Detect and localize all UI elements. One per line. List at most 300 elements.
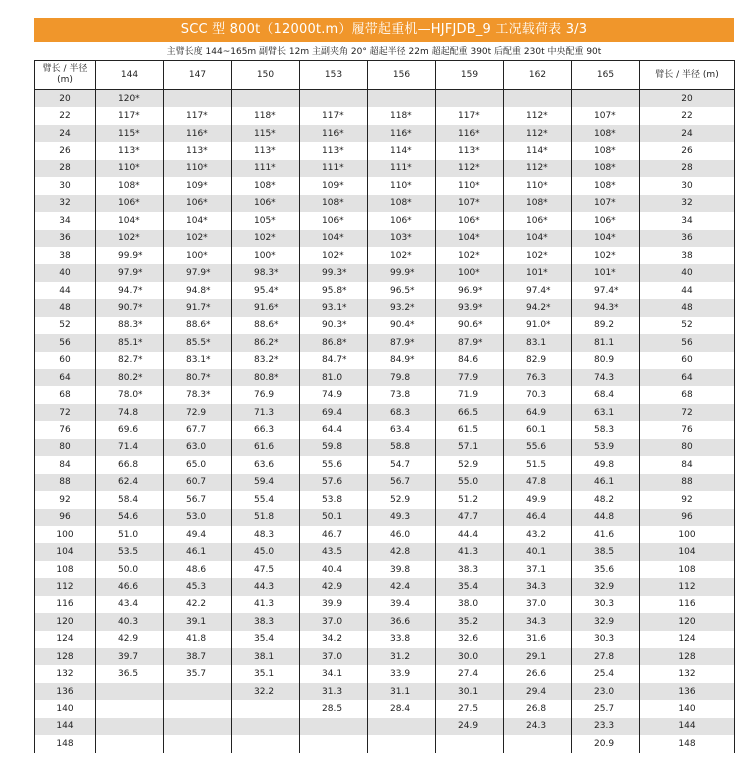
load-value-cell: 109* xyxy=(164,177,232,194)
load-value-cell: 44.3 xyxy=(232,578,300,595)
radius-cell-left: 72 xyxy=(35,404,96,421)
load-value-cell: 45.3 xyxy=(164,578,232,595)
load-value-cell: 35.2 xyxy=(436,613,504,630)
table-row xyxy=(35,299,735,316)
load-value-cell: 56.7 xyxy=(368,474,436,491)
table-row xyxy=(35,317,735,334)
load-value-cell: 111* xyxy=(232,160,300,177)
load-value-cell: 112* xyxy=(436,160,504,177)
load-value-cell: 97.4* xyxy=(504,282,572,299)
load-value-cell: 51.0 xyxy=(96,526,164,543)
radius-cell-left: 96 xyxy=(35,509,96,526)
load-value-cell: 112* xyxy=(504,107,572,124)
radius-cell-right: 136 xyxy=(640,683,735,700)
load-value-cell: 42.9 xyxy=(300,578,368,595)
load-value-cell: 94.3* xyxy=(572,299,640,316)
load-value-cell: 44.8 xyxy=(572,509,640,526)
load-value-cell: 40.1 xyxy=(504,543,572,560)
load-value-cell xyxy=(96,718,164,735)
load-value-cell: 102* xyxy=(232,230,300,247)
column-header: 162 xyxy=(504,61,572,90)
load-value-cell: 47.8 xyxy=(504,474,572,491)
load-value-cell: 63.6 xyxy=(232,456,300,473)
load-value-cell: 37.0 xyxy=(300,648,368,665)
load-value-cell: 71.9 xyxy=(436,386,504,403)
radius-cell-right: 124 xyxy=(640,631,735,648)
load-value-cell: 84.7* xyxy=(300,352,368,369)
load-value-cell: 34.3 xyxy=(504,613,572,630)
load-value-cell: 104* xyxy=(300,230,368,247)
radius-cell-right: 112 xyxy=(640,578,735,595)
load-value-cell: 116* xyxy=(436,125,504,142)
load-value-cell: 118* xyxy=(232,107,300,124)
table-row xyxy=(35,125,735,142)
table-row xyxy=(35,142,735,159)
load-value-cell: 49.4 xyxy=(164,526,232,543)
load-value-cell: 32.9 xyxy=(572,578,640,595)
load-value-cell: 108* xyxy=(572,142,640,159)
radius-cell-right: 20 xyxy=(640,90,735,108)
load-value-cell: 47.7 xyxy=(436,509,504,526)
load-value-cell: 26.6 xyxy=(504,665,572,682)
load-value-cell: 63.0 xyxy=(164,439,232,456)
load-value-cell: 39.9 xyxy=(300,596,368,613)
table-row xyxy=(35,700,735,717)
load-value-cell: 31.1 xyxy=(368,683,436,700)
load-value-cell: 80.2* xyxy=(96,369,164,386)
load-value-cell: 65.0 xyxy=(164,456,232,473)
table-row xyxy=(35,421,735,438)
radius-cell-left: 80 xyxy=(35,439,96,456)
table-body xyxy=(35,90,735,753)
radius-cell-right: 120 xyxy=(640,613,735,630)
load-value-cell: 35.4 xyxy=(436,578,504,595)
load-value-cell: 110* xyxy=(164,160,232,177)
load-value-cell: 94.8* xyxy=(164,282,232,299)
radius-cell-right: 88 xyxy=(640,474,735,491)
radius-cell-left: 148 xyxy=(35,735,96,752)
load-value-cell: 49.9 xyxy=(504,491,572,508)
load-value-cell xyxy=(300,735,368,752)
load-value-cell: 90.4* xyxy=(368,317,436,334)
radius-cell-right: 132 xyxy=(640,665,735,682)
radius-cell-right: 24 xyxy=(640,125,735,142)
load-value-cell xyxy=(300,90,368,108)
table-row xyxy=(35,474,735,491)
radius-cell-right: 104 xyxy=(640,543,735,560)
radius-cell-left: 88 xyxy=(35,474,96,491)
load-value-cell: 49.8 xyxy=(572,456,640,473)
load-value-cell: 83.1* xyxy=(164,352,232,369)
load-value-cell: 102* xyxy=(96,230,164,247)
load-value-cell: 106* xyxy=(368,212,436,229)
load-value-cell: 43.5 xyxy=(300,543,368,560)
load-value-cell: 93.1* xyxy=(300,299,368,316)
load-value-cell: 20.9 xyxy=(572,735,640,752)
load-value-cell: 41.3 xyxy=(232,596,300,613)
load-value-cell xyxy=(300,718,368,735)
table-row xyxy=(35,561,735,578)
load-value-cell xyxy=(232,718,300,735)
load-value-cell: 51.5 xyxy=(504,456,572,473)
load-value-cell: 113* xyxy=(164,142,232,159)
table-row xyxy=(35,264,735,281)
load-value-cell: 45.0 xyxy=(232,543,300,560)
load-value-cell: 97.9* xyxy=(96,264,164,281)
load-value-cell: 108* xyxy=(96,177,164,194)
load-value-cell: 100* xyxy=(232,247,300,264)
load-value-cell: 87.9* xyxy=(436,334,504,351)
load-value-cell: 94.7* xyxy=(96,282,164,299)
load-value-cell: 43.4 xyxy=(96,596,164,613)
load-value-cell: 37.0 xyxy=(504,596,572,613)
load-value-cell: 27.5 xyxy=(436,700,504,717)
radius-cell-left: 20 xyxy=(35,90,96,108)
load-value-cell: 62.4 xyxy=(96,474,164,491)
load-value-cell: 113* xyxy=(96,142,164,159)
load-value-cell: 90.7* xyxy=(96,299,164,316)
load-value-cell: 42.8 xyxy=(368,543,436,560)
load-value-cell: 48.2 xyxy=(572,491,640,508)
load-value-cell: 88.6* xyxy=(164,317,232,334)
load-value-cell: 53.9 xyxy=(572,439,640,456)
load-value-cell: 78.0* xyxy=(96,386,164,403)
load-value-cell: 29.1 xyxy=(504,648,572,665)
load-value-cell: 46.1 xyxy=(164,543,232,560)
column-header: 165 xyxy=(572,61,640,90)
load-value-cell: 52.9 xyxy=(368,491,436,508)
load-value-cell: 53.5 xyxy=(96,543,164,560)
load-value-cell: 117* xyxy=(164,107,232,124)
load-value-cell: 39.4 xyxy=(368,596,436,613)
load-value-cell: 55.6 xyxy=(300,456,368,473)
load-value-cell: 102* xyxy=(300,247,368,264)
load-value-cell: 24.9 xyxy=(436,718,504,735)
load-value-cell: 108* xyxy=(504,195,572,212)
load-value-cell: 39.8 xyxy=(368,561,436,578)
radius-cell-left: 100 xyxy=(35,526,96,543)
radius-cell-left: 36 xyxy=(35,230,96,247)
load-value-cell: 48.6 xyxy=(164,561,232,578)
radius-cell-right: 44 xyxy=(640,282,735,299)
radius-cell-right: 68 xyxy=(640,386,735,403)
load-value-cell: 35.4 xyxy=(232,631,300,648)
radius-cell-right: 36 xyxy=(640,230,735,247)
load-value-cell: 31.2 xyxy=(368,648,436,665)
load-value-cell: 88.6* xyxy=(232,317,300,334)
header-boom-radius-right: 臂长 / 半径 (m) xyxy=(640,61,735,90)
load-value-cell: 31.6 xyxy=(504,631,572,648)
radius-cell-left: 34 xyxy=(35,212,96,229)
radius-cell-left: 38 xyxy=(35,247,96,264)
table-row xyxy=(35,631,735,648)
table-title: SCC 型 800t（12000t.m）履带起重机—HJFJDB_9 工况载荷表 3/3 xyxy=(34,18,734,42)
radius-cell-left: 40 xyxy=(35,264,96,281)
load-value-cell: 111* xyxy=(368,160,436,177)
load-value-cell: 73.8 xyxy=(368,386,436,403)
load-value-cell: 48.3 xyxy=(232,526,300,543)
load-value-cell: 80.9 xyxy=(572,352,640,369)
load-value-cell: 86.8* xyxy=(300,334,368,351)
radius-cell-left: 68 xyxy=(35,386,96,403)
load-value-cell: 94.2* xyxy=(504,299,572,316)
table-row xyxy=(35,212,735,229)
radius-cell-left: 64 xyxy=(35,369,96,386)
load-value-cell: 40.4 xyxy=(300,561,368,578)
load-value-cell: 35.7 xyxy=(164,665,232,682)
load-value-cell xyxy=(368,735,436,752)
table-row xyxy=(35,334,735,351)
load-value-cell: 34.2 xyxy=(300,631,368,648)
table-row xyxy=(35,386,735,403)
load-value-cell: 39.1 xyxy=(164,613,232,630)
load-value-cell: 116* xyxy=(300,125,368,142)
table-row xyxy=(35,282,735,299)
load-value-cell: 27.4 xyxy=(436,665,504,682)
load-value-cell: 53.0 xyxy=(164,509,232,526)
table-row xyxy=(35,718,735,735)
load-value-cell: 41.3 xyxy=(436,543,504,560)
load-value-cell: 32.9 xyxy=(572,613,640,630)
radius-cell-left: 116 xyxy=(35,596,96,613)
load-value-cell: 30.0 xyxy=(436,648,504,665)
load-value-cell: 116* xyxy=(368,125,436,142)
load-value-cell: 79.8 xyxy=(368,369,436,386)
table-row xyxy=(35,352,735,369)
load-value-cell: 110* xyxy=(436,177,504,194)
load-value-cell: 46.1 xyxy=(572,474,640,491)
load-value-cell: 74.9 xyxy=(300,386,368,403)
load-value-cell: 23.0 xyxy=(572,683,640,700)
load-value-cell: 115* xyxy=(232,125,300,142)
load-value-cell: 33.9 xyxy=(368,665,436,682)
radius-cell-right: 34 xyxy=(640,212,735,229)
load-value-cell: 113* xyxy=(300,142,368,159)
load-value-cell: 63.4 xyxy=(368,421,436,438)
table-row xyxy=(35,90,735,108)
load-value-cell: 68.3 xyxy=(368,404,436,421)
load-value-cell: 67.7 xyxy=(164,421,232,438)
load-value-cell: 108* xyxy=(572,160,640,177)
load-value-cell xyxy=(232,700,300,717)
load-value-cell: 102* xyxy=(164,230,232,247)
radius-cell-right: 72 xyxy=(640,404,735,421)
load-value-cell: 40.3 xyxy=(96,613,164,630)
load-value-cell: 108* xyxy=(368,195,436,212)
load-value-cell: 68.4 xyxy=(572,386,640,403)
load-value-cell: 28.5 xyxy=(300,700,368,717)
load-value-cell: 112* xyxy=(504,125,572,142)
load-value-cell: 55.6 xyxy=(504,439,572,456)
table-row xyxy=(35,230,735,247)
column-header: 150 xyxy=(232,61,300,90)
load-value-cell: 99.9* xyxy=(368,264,436,281)
load-value-cell: 59.4 xyxy=(232,474,300,491)
load-value-cell: 110* xyxy=(504,177,572,194)
radius-cell-right: 108 xyxy=(640,561,735,578)
radius-cell-left: 26 xyxy=(35,142,96,159)
load-value-cell: 113* xyxy=(232,142,300,159)
radius-cell-left: 136 xyxy=(35,683,96,700)
radius-cell-left: 124 xyxy=(35,631,96,648)
load-value-cell: 82.9 xyxy=(504,352,572,369)
header-row xyxy=(35,61,735,90)
load-value-cell: 77.9 xyxy=(436,369,504,386)
load-value-cell: 71.3 xyxy=(232,404,300,421)
load-value-cell xyxy=(504,735,572,752)
load-value-cell: 46.4 xyxy=(504,509,572,526)
load-value-cell: 34.1 xyxy=(300,665,368,682)
radius-cell-left: 22 xyxy=(35,107,96,124)
load-value-cell xyxy=(164,718,232,735)
load-value-cell: 100* xyxy=(436,264,504,281)
load-value-cell: 44.4 xyxy=(436,526,504,543)
table-row xyxy=(35,456,735,473)
load-value-cell: 34.3 xyxy=(504,578,572,595)
load-value-cell: 102* xyxy=(504,247,572,264)
radius-cell-right: 116 xyxy=(640,596,735,613)
load-value-cell: 88.3* xyxy=(96,317,164,334)
load-value-cell: 61.5 xyxy=(436,421,504,438)
radius-cell-left: 84 xyxy=(35,456,96,473)
load-value-cell: 108* xyxy=(572,177,640,194)
load-value-cell: 58.3 xyxy=(572,421,640,438)
radius-cell-left: 76 xyxy=(35,421,96,438)
load-value-cell: 46.7 xyxy=(300,526,368,543)
load-value-cell: 91.7* xyxy=(164,299,232,316)
column-header: 153 xyxy=(300,61,368,90)
radius-cell-right: 128 xyxy=(640,648,735,665)
table-row xyxy=(35,613,735,630)
load-value-cell: 117* xyxy=(300,107,368,124)
load-value-cell: 90.6* xyxy=(436,317,504,334)
load-value-cell: 70.3 xyxy=(504,386,572,403)
load-value-cell: 106* xyxy=(300,212,368,229)
load-value-cell: 83.1 xyxy=(504,334,572,351)
load-value-cell: 106* xyxy=(436,212,504,229)
table-row xyxy=(35,578,735,595)
load-value-cell xyxy=(96,700,164,717)
table-row xyxy=(35,648,735,665)
load-value-cell: 74.3 xyxy=(572,369,640,386)
load-value-cell: 37.1 xyxy=(504,561,572,578)
load-value-cell: 57.1 xyxy=(436,439,504,456)
load-value-cell: 69.6 xyxy=(96,421,164,438)
radius-cell-left: 28 xyxy=(35,160,96,177)
load-value-cell xyxy=(504,90,572,108)
load-value-cell: 104* xyxy=(164,212,232,229)
table-row xyxy=(35,665,735,682)
load-value-cell: 54.6 xyxy=(96,509,164,526)
load-value-cell: 106* xyxy=(164,195,232,212)
column-header: 144 xyxy=(96,61,164,90)
load-value-cell: 30.1 xyxy=(436,683,504,700)
load-value-cell: 47.5 xyxy=(232,561,300,578)
load-value-cell: 23.3 xyxy=(572,718,640,735)
radius-cell-right: 56 xyxy=(640,334,735,351)
load-value-cell xyxy=(436,735,504,752)
load-value-cell: 54.7 xyxy=(368,456,436,473)
load-value-cell: 91.6* xyxy=(232,299,300,316)
load-value-cell: 49.3 xyxy=(368,509,436,526)
column-header: 159 xyxy=(436,61,504,90)
load-value-cell: 76.9 xyxy=(232,386,300,403)
radius-cell-right: 26 xyxy=(640,142,735,159)
load-value-cell: 30.3 xyxy=(572,631,640,648)
load-value-cell: 107* xyxy=(572,107,640,124)
load-value-cell: 43.2 xyxy=(504,526,572,543)
load-value-cell: 32.6 xyxy=(436,631,504,648)
load-value-cell: 33.8 xyxy=(368,631,436,648)
load-value-cell: 104* xyxy=(436,230,504,247)
load-value-cell xyxy=(368,90,436,108)
radius-cell-left: 92 xyxy=(35,491,96,508)
load-value-cell: 50.0 xyxy=(96,561,164,578)
load-value-cell: 112* xyxy=(504,160,572,177)
radius-cell-right: 84 xyxy=(640,456,735,473)
load-value-cell: 111* xyxy=(300,160,368,177)
load-value-cell: 55.4 xyxy=(232,491,300,508)
radius-cell-right: 148 xyxy=(640,735,735,752)
load-value-cell: 117* xyxy=(436,107,504,124)
load-value-cell: 106* xyxy=(96,195,164,212)
load-value-cell: 93.2* xyxy=(368,299,436,316)
load-value-cell: 101* xyxy=(504,264,572,281)
load-value-cell: 114* xyxy=(368,142,436,159)
load-value-cell: 110* xyxy=(368,177,436,194)
radius-cell-left: 44 xyxy=(35,282,96,299)
load-value-cell: 25.7 xyxy=(572,700,640,717)
load-value-cell: 38.3 xyxy=(436,561,504,578)
load-value-cell: 24.3 xyxy=(504,718,572,735)
load-value-cell: 114* xyxy=(504,142,572,159)
load-value-cell: 102* xyxy=(368,247,436,264)
load-value-cell: 104* xyxy=(504,230,572,247)
load-value-cell: 100* xyxy=(164,247,232,264)
load-value-cell xyxy=(232,735,300,752)
table-row xyxy=(35,543,735,560)
radius-cell-left: 48 xyxy=(35,299,96,316)
load-value-cell: 66.5 xyxy=(436,404,504,421)
load-value-cell: 35.6 xyxy=(572,561,640,578)
load-value-cell: 42.9 xyxy=(96,631,164,648)
load-value-cell: 27.8 xyxy=(572,648,640,665)
header-boom-radius-left: 臂长 / 半径 (m) xyxy=(35,61,96,90)
table-row xyxy=(35,439,735,456)
load-value-cell: 81.0 xyxy=(300,369,368,386)
load-value-cell: 42.2 xyxy=(164,596,232,613)
load-value-cell: 25.4 xyxy=(572,665,640,682)
load-value-cell: 64.9 xyxy=(504,404,572,421)
table-row xyxy=(35,596,735,613)
load-value-cell: 115* xyxy=(96,125,164,142)
radius-cell-right: 64 xyxy=(640,369,735,386)
load-value-cell: 99.9* xyxy=(96,247,164,264)
radius-cell-right: 30 xyxy=(640,177,735,194)
load-value-cell xyxy=(164,90,232,108)
load-value-cell: 107* xyxy=(436,195,504,212)
load-value-cell: 50.1 xyxy=(300,509,368,526)
load-value-cell: 30.3 xyxy=(572,596,640,613)
table-row xyxy=(35,509,735,526)
load-value-cell: 103* xyxy=(368,230,436,247)
load-value-cell: 59.8 xyxy=(300,439,368,456)
load-value-cell: 52.9 xyxy=(436,456,504,473)
radius-cell-right: 40 xyxy=(640,264,735,281)
load-value-cell: 85.1* xyxy=(96,334,164,351)
load-value-cell: 97.4* xyxy=(572,282,640,299)
load-value-cell: 74.8 xyxy=(96,404,164,421)
